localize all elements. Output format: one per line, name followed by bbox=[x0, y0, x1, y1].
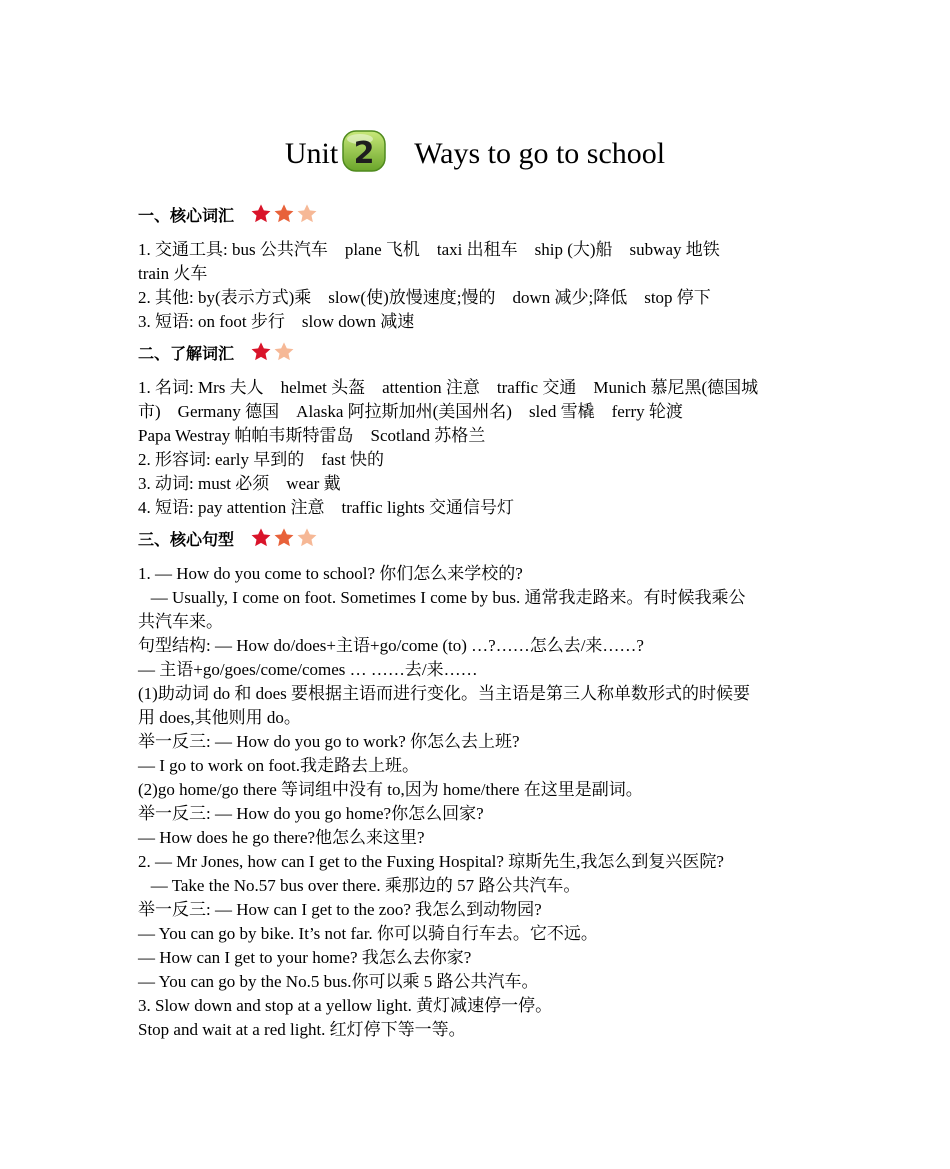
text-line: 1. — How do you come to school? 你们怎么来学校的? bbox=[138, 564, 523, 583]
text-line: 用 does,其他则用 do。 bbox=[138, 708, 301, 727]
unit-number-badge-icon bbox=[340, 128, 388, 174]
text-line: Papa Westray 帕帕韦斯特雷岛 Scotland 苏格兰 bbox=[138, 426, 486, 445]
star-icon bbox=[250, 203, 272, 225]
text-line: 句型结构: — How do/does+主语+go/come (to) …?……怎么去/来……? bbox=[138, 636, 644, 655]
section-heading-core-sentences: 三、核心句型 bbox=[138, 520, 818, 556]
text-line: 2. 其他: by(表示方式)乘 slow(使)放慢速度;慢的 down 减少;降低 stop 停下 bbox=[138, 288, 711, 307]
text-line: — How does he go there?他怎么来这里? bbox=[138, 828, 425, 847]
text-line: 举一反三: — How do you go home?你怎么回家? bbox=[138, 804, 484, 823]
page-title bbox=[0, 116, 950, 190]
star-icon bbox=[273, 341, 295, 363]
text-line: 2. — Mr Jones, how can I get to the Fuxing Hospital? 琼斯先生,我怎么到复兴医院? bbox=[138, 852, 724, 871]
text-line: 3. Slow down and stop at a yellow light. 黄灯减速停一停。 bbox=[138, 996, 553, 1015]
text-line: 举一反三: — How do you go to work? 你怎么去上班? bbox=[138, 732, 520, 751]
text-line: — You can go by bike. It’s not far. 你可以骑自行车去。它不远。 bbox=[138, 924, 598, 943]
text-line: 3. 短语: on foot 步行 slow down 减速 bbox=[138, 312, 415, 331]
star-icon bbox=[273, 203, 295, 225]
text-line: 共汽车来。 bbox=[138, 612, 223, 631]
text-line: (1)助动词 do 和 does 要根据主语而进行变化。当主语是第三人称单数形式的时候要 bbox=[138, 684, 750, 703]
title-unit: Unit bbox=[284, 137, 339, 171]
star-icon bbox=[273, 527, 295, 549]
text-line: 市) Germany 德国 Alaska 阿拉斯加州(美国州名) sled 雪橇 ferry 轮渡 bbox=[138, 402, 683, 421]
star-icon bbox=[296, 527, 318, 549]
text-line: — 主语+go/goes/come/comes … ……去/来…… bbox=[138, 660, 478, 679]
text-line: 1. 名词: Mrs 夫人 helmet 头盔 attention 注意 traffic 交通 Munich 慕尼黑(德国城 bbox=[138, 378, 759, 397]
star-icon bbox=[250, 341, 272, 363]
text-line: 4. 短语: pay attention 注意 traffic lights 交通信号灯 bbox=[138, 498, 515, 517]
text-line: 举一反三: — How can I get to the zoo? 我怎么到动物园? bbox=[138, 900, 542, 919]
text-line: — How can I get to your home? 我怎么去你家? bbox=[138, 948, 472, 967]
unit-number: 2 bbox=[353, 136, 375, 172]
text-line: 3. 动词: must 必须 wear 戴 bbox=[138, 474, 341, 493]
document-body bbox=[138, 196, 818, 1042]
text-line: — Take the No.57 bus over there. 乘那边的 57 路公共汽车。 bbox=[138, 876, 581, 895]
rating-stars bbox=[250, 203, 319, 225]
text-line: train 火车 bbox=[138, 264, 208, 283]
title-name: Ways to go to school bbox=[414, 137, 666, 171]
star-icon bbox=[296, 203, 318, 225]
text-line: — Usually, I come on foot. Sometimes I come by bus. 通常我走路来。有时候我乘公 bbox=[138, 588, 746, 607]
text-line: Stop and wait at a red light. 红灯停下等一等。 bbox=[138, 1020, 466, 1039]
rating-stars bbox=[250, 527, 319, 549]
text-line: — You can go by the No.5 bus.你可以乘 5 路公共汽车。 bbox=[138, 972, 539, 991]
text-line: 2. 形容词: early 早到的 fast 快的 bbox=[138, 450, 384, 469]
text-line: — I go to work on foot.我走路去上班。 bbox=[138, 756, 419, 775]
text-line: (2)go home/go there 等词组中没有 to,因为 home/there 在这里是副词。 bbox=[138, 780, 643, 799]
section-heading-core-vocabulary: 一、核心词汇 bbox=[138, 196, 818, 232]
text-line: 1. 交通工具: bus 公共汽车 plane 飞机 taxi 出租车 ship (大)船 subway 地铁 bbox=[138, 240, 720, 259]
rating-stars bbox=[250, 341, 296, 363]
section-heading-understand-vocabulary: 二、了解词汇 bbox=[138, 334, 818, 370]
star-icon bbox=[250, 527, 272, 549]
